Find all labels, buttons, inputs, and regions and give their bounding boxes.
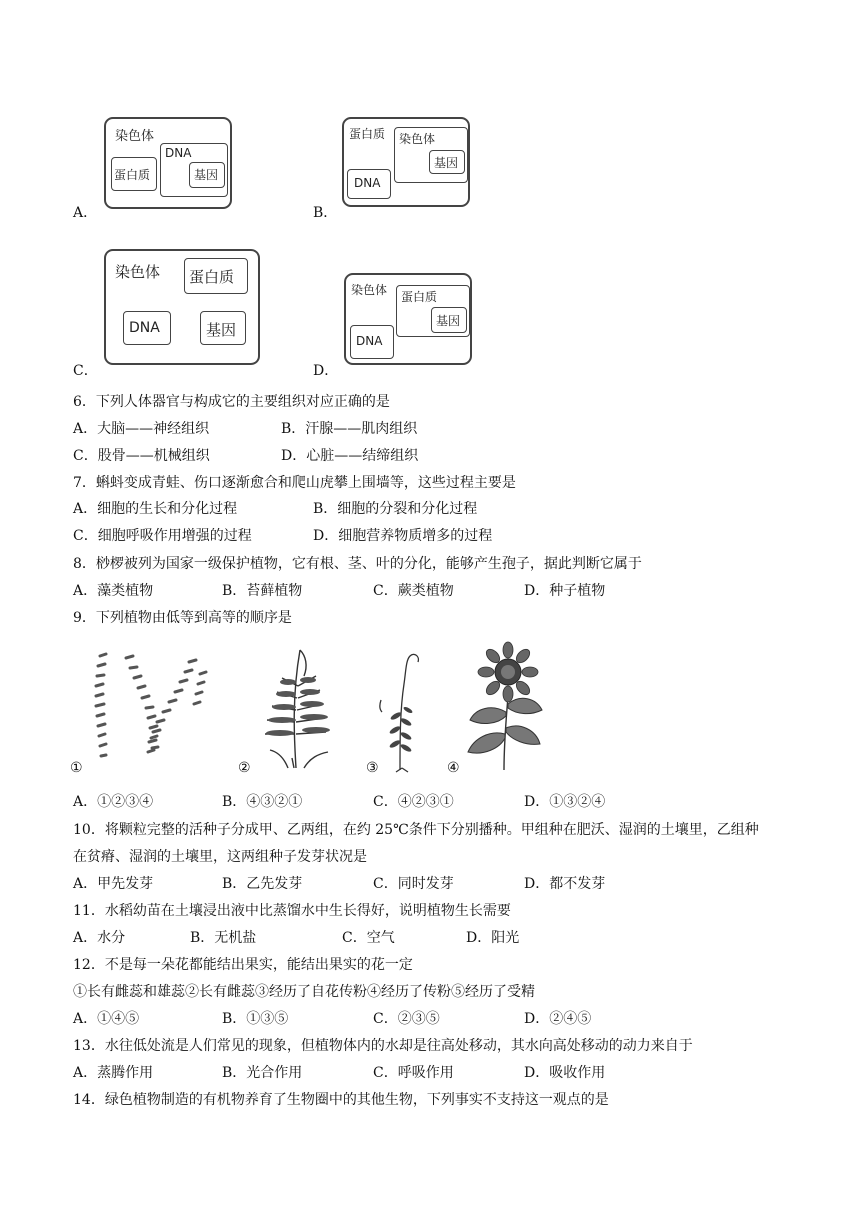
dna-box — [123, 311, 171, 345]
q7-option-b: B．细胞的分裂和分化过程 — [313, 501, 478, 517]
question-10-stem-1: 10．将颗粒完整的活种子分成甲、乙两组，在约 25℃条件下分别播种。甲组种在肥沃、湿润的土壤里，乙组种 — [73, 822, 759, 838]
protein-label: 蛋白质 — [189, 268, 235, 286]
dna-box — [350, 325, 394, 359]
q9-option-a: A．①②③④ — [73, 794, 154, 810]
question-12-stem: 12．不是每一朵花都能结出果实，能结出果实的花一定 — [73, 957, 413, 973]
diagram-b — [342, 117, 470, 207]
q10-option-d: D．都不发芽 — [524, 876, 606, 892]
gene-label: 基因 — [434, 156, 459, 170]
question-14-stem: 14．绿色植物制造的有机物养育了生物圈中的其他生物，下列事实不支持这一观点的是 — [73, 1092, 609, 1108]
gene-box — [429, 150, 465, 174]
chromosome-label: 染色体 — [351, 283, 388, 297]
q7-option-a: A．细胞的生长和分化过程 — [73, 501, 238, 517]
option-d-label: D． — [313, 363, 339, 379]
q10-option-a: A．甲先发芽 — [73, 876, 154, 892]
dna-label: DNA — [129, 320, 160, 336]
diagram-c — [104, 249, 260, 365]
gene-label: 基因 — [436, 314, 461, 328]
dna-label: DNA — [356, 334, 383, 348]
q13-option-d: D．吸收作用 — [524, 1065, 606, 1081]
question-11-stem: 11．水稻幼苗在土壤浸出液中比蒸馏水中生长得好，说明植物生长需要 — [73, 903, 511, 919]
chromosome-label: 染色体 — [399, 132, 436, 146]
q6-option-d: D．心脏——结缔组织 — [281, 448, 419, 464]
protein-label: 蛋白质 — [401, 290, 438, 304]
q8-option-b: B．苔藓植物 — [222, 583, 303, 599]
q11-option-d: D．阳光 — [466, 930, 520, 946]
plant-3-label: ③ — [366, 760, 379, 776]
q7-option-d: D．细胞营养物质增多的过程 — [313, 528, 493, 544]
chromosome-label: 染色体 — [115, 129, 155, 144]
q12-option-c: C．②③⑤ — [373, 1011, 440, 1027]
protein-box — [111, 157, 157, 191]
option-a-label: A． — [73, 205, 98, 221]
q12-option-b: B．①③⑤ — [222, 1011, 289, 1027]
sunflower-image — [462, 642, 548, 772]
q9-option-c: C．④②③① — [373, 794, 454, 810]
q9-option-b: B．④③②① — [222, 794, 303, 810]
q6-option-c: C．股骨——机械组织 — [73, 448, 210, 464]
dna-box — [347, 169, 391, 199]
question-13-stem: 13．水往低处流是人们常见的现象，但植物体内的水却是往高处移动，其水向高处移动的动力来自于 — [73, 1038, 693, 1054]
gene-box — [189, 162, 225, 188]
q8-option-a: A．藻类植物 — [73, 583, 154, 599]
plant-2-label: ② — [238, 760, 251, 776]
dna-label: DNA — [165, 146, 192, 160]
gene-label: 基因 — [206, 321, 237, 339]
q11-option-c: C．空气 — [342, 930, 395, 946]
gene-label: 基因 — [194, 168, 219, 182]
moss-image — [378, 650, 428, 774]
q12-option-d: D．②④⑤ — [524, 1011, 592, 1027]
q6-option-b: B．汗腺——肌肉组织 — [281, 421, 418, 437]
fern-image — [248, 646, 348, 774]
protein-label: 蛋白质 — [349, 127, 386, 141]
question-7-stem: 7．蝌蚪变成青蛙、伤口逐渐愈合和爬山虎攀上围墙等，这些过程主要是 — [73, 475, 516, 491]
q11-option-a: A．水分 — [73, 930, 126, 946]
q11-option-b: B．无机盐 — [190, 930, 257, 946]
q13-option-b: B．光合作用 — [222, 1065, 303, 1081]
dna-box — [160, 143, 228, 197]
diagram-a — [104, 117, 232, 209]
question-8-stem: 8．桫椤被列为国家一级保护植物，它有根、茎、叶的分化，能够产生孢子，据此判断它属于 — [73, 556, 642, 572]
protein-label: 蛋白质 — [114, 168, 151, 182]
q8-option-c: C．蕨类植物 — [373, 583, 454, 599]
question-10-stem-2: 在贫瘠、湿润的土壤里，这两组种子发芽状况是 — [73, 849, 367, 865]
protein-box — [184, 258, 248, 294]
option-c-label: C． — [73, 363, 98, 379]
q13-option-a: A．蒸腾作用 — [73, 1065, 154, 1081]
question-12-choices: ①长有雌蕊和雄蕊②长有雌蕊③经历了自花传粉④经历了传粉⑤经历了受精 — [73, 984, 535, 1000]
plant-4-label: ④ — [447, 760, 460, 776]
q13-option-c: C．呼吸作用 — [373, 1065, 454, 1081]
protein-box — [396, 285, 470, 337]
diagram-d — [344, 273, 472, 365]
chromosome-label: 染色体 — [115, 263, 161, 281]
q6-option-a: A．大脑——神经组织 — [73, 421, 210, 437]
dna-label: DNA — [354, 176, 381, 190]
q7-option-c: C．细胞呼吸作用增强的过程 — [73, 528, 252, 544]
q12-option-a: A．①④⑤ — [73, 1011, 140, 1027]
q10-option-b: B．乙先发芽 — [222, 876, 303, 892]
q9-option-d: D．①③②④ — [524, 794, 606, 810]
q8-option-d: D．种子植物 — [524, 583, 606, 599]
question-9-stem: 9．下列植物由低等到高等的顺序是 — [73, 610, 292, 626]
gene-box — [200, 311, 246, 345]
question-6-stem: 6．下列人体器官与构成它的主要组织对应正确的是 — [73, 394, 390, 410]
chromosome-box — [394, 127, 468, 183]
option-b-label: B． — [313, 205, 338, 221]
q10-option-c: C．同时发芽 — [373, 876, 454, 892]
plant-1-label: ① — [70, 760, 83, 776]
gene-box — [431, 307, 467, 333]
algae-image — [86, 652, 216, 772]
